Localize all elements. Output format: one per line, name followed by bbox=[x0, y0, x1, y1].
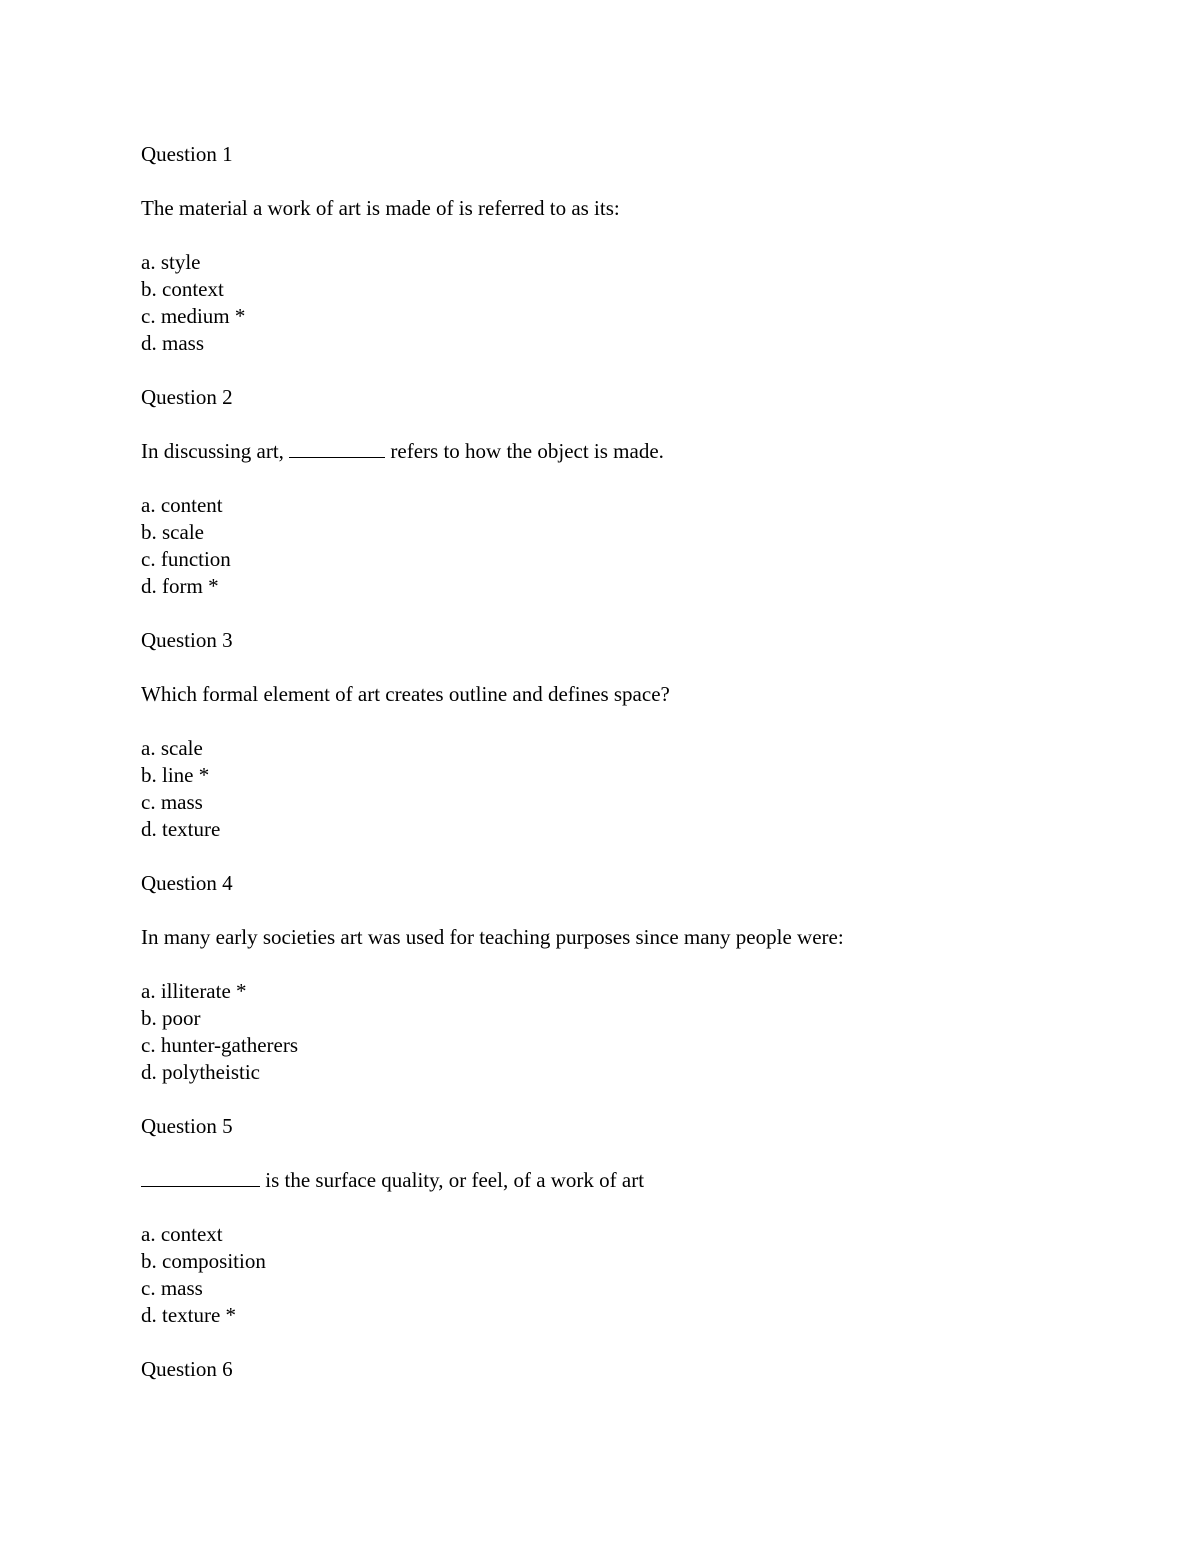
question-title: Question 4 bbox=[141, 871, 233, 895]
answer-option: a. content bbox=[141, 493, 223, 517]
question-4 bbox=[141, 870, 1041, 1086]
question-stem bbox=[141, 438, 1041, 465]
answer-options bbox=[141, 249, 1041, 357]
answer-option: d. mass bbox=[141, 331, 204, 355]
question-6 bbox=[141, 1356, 1041, 1383]
fill-in-blank bbox=[141, 1167, 260, 1187]
question-stem-text: refers to how the object is made. bbox=[385, 439, 664, 463]
answer-option: c. mass bbox=[141, 790, 203, 814]
answer-options bbox=[141, 1221, 1041, 1329]
question-5 bbox=[141, 1113, 1041, 1329]
answer-option: b. line * bbox=[141, 763, 210, 787]
question-title: Question 3 bbox=[141, 628, 233, 652]
answer-option: d. form * bbox=[141, 574, 219, 598]
question-stem-text: The material a work of art is made of is referred to as its: bbox=[141, 196, 620, 220]
question-title: Question 1 bbox=[141, 142, 233, 166]
answer-option: d. texture bbox=[141, 817, 221, 841]
answer-option: c. function bbox=[141, 547, 231, 571]
answer-option: b. poor bbox=[141, 1006, 201, 1030]
answer-option: b. scale bbox=[141, 520, 204, 544]
question-stem bbox=[141, 1167, 1041, 1194]
answer-option: d. texture * bbox=[141, 1303, 237, 1327]
question-2 bbox=[141, 384, 1041, 600]
answer-options bbox=[141, 735, 1041, 843]
fill-in-blank bbox=[289, 438, 385, 458]
answer-option: c. mass bbox=[141, 1276, 203, 1300]
answer-option: c. hunter-gatherers bbox=[141, 1033, 298, 1057]
answer-options bbox=[141, 978, 1041, 1086]
question-stem bbox=[141, 924, 1041, 951]
question-1 bbox=[141, 141, 1041, 357]
question-stem-text: is the surface quality, or feel, of a work of art bbox=[260, 1168, 645, 1192]
quiz-document bbox=[141, 141, 1041, 1410]
answer-option: b. context bbox=[141, 277, 224, 301]
question-stem bbox=[141, 195, 1041, 222]
question-stem-text: In discussing art, bbox=[141, 439, 290, 463]
answer-option: a. illiterate * bbox=[141, 979, 247, 1003]
answer-option: a. style bbox=[141, 250, 201, 274]
question-3 bbox=[141, 627, 1041, 843]
answer-option: a. scale bbox=[141, 736, 203, 760]
question-stem-text: Which formal element of art creates outline and defines space? bbox=[141, 682, 670, 706]
answer-option: c. medium * bbox=[141, 304, 246, 328]
answer-option: d. polytheistic bbox=[141, 1060, 260, 1084]
question-title: Question 5 bbox=[141, 1114, 233, 1138]
question-stem bbox=[141, 681, 1041, 708]
question-title: Question 2 bbox=[141, 385, 233, 409]
question-title: Question 6 bbox=[141, 1357, 233, 1381]
answer-option: a. context bbox=[141, 1222, 223, 1246]
answer-option: b. composition bbox=[141, 1249, 266, 1273]
answer-options bbox=[141, 492, 1041, 600]
question-stem-text: In many early societies art was used for teaching purposes since many people were: bbox=[141, 925, 844, 949]
